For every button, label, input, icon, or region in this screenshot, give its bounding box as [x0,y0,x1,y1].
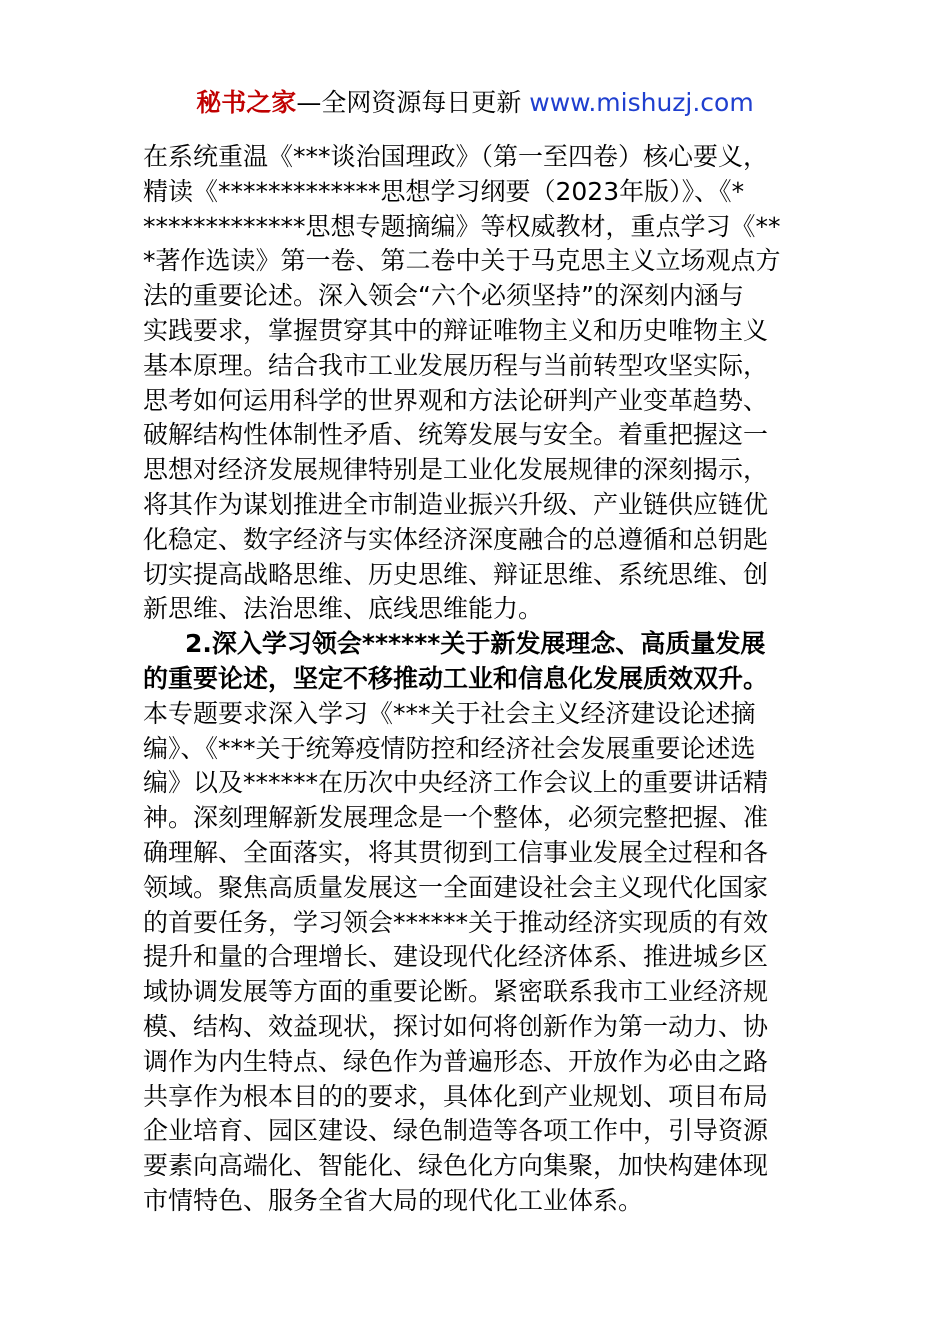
text-line: 实践要求，掌握贯穿其中的辩证唯物主义和历史唯物主义 [143,315,769,345]
text-line: 在系统重温《***谈治国理政》（第一至四卷）核心要义， [143,142,769,171]
text-line: 将其作为谋划推进全市制造业振兴升级、产业链供应链优 [143,489,769,519]
text-line: 域协调发展等方面的重要论断。紧密联系我市工业经济规 [143,977,769,1007]
text-line: 思想对经济发展规律特别是工业化发展规律的深刻揭示， [143,455,769,485]
text-line: 本专题要求深入学习《***关于社会主义经济建设论述摘 [143,698,756,728]
text-line: 企业培育、园区建设、绿色制造等各项工作中，引导资源 [143,1116,769,1146]
text-line: 化稳定、数字经济与实体经济深度融合的总遵循和总钥匙 [143,524,769,554]
section-heading: 的重要论述，坚定不移推动工业和信息化发展质效双升。 [143,663,769,693]
text-line: 确理解、全面落实，将其贯彻到工信事业发展全过程和各 [143,837,769,867]
document-body [143,140,819,1219]
header-dash: — [296,88,322,117]
text-line: 领域。聚焦高质量发展这一全面建设社会主义现代化国家 [143,872,769,902]
text-line: 法的重要论述。深入领会“六个必须坚持”的深刻内涵与 [143,281,744,311]
text-line: 神。深刻理解新发展理念是一个整体，必须完整把握、准 [143,803,769,833]
text-line: 共享作为根本目的的要求，具体化到产业规划、项目布局 [143,1081,769,1111]
text-line: 要素向高端化、智能化、绿色化方向集聚，加快构建体现 [143,1151,769,1181]
brand-name: 秘书之家 [196,88,297,117]
paragraph-1 [143,140,819,627]
text-line: 基本原理。结合我市工业发展历程与当前转型攻坚实际， [143,350,769,380]
text-line: 市情特色、服务全省大局的现代化工业体系。 [143,1185,644,1215]
site-header [0,86,950,120]
text-line: 精读《*************思想学习纲要（2023年版）》、《* [143,176,745,206]
header-tagline: 全网资源每日更新 [321,88,522,117]
text-line: 编》以及******在历次中央经济工作会议上的重要讲话精 [143,768,769,798]
text-line: 提升和量的合理增长、建设现代化经济体系、推进城乡区 [143,942,769,972]
text-line: *************思想专题摘编》等权威教材，重点学习《** [143,211,781,241]
text-line: 调作为内生特点、绿色作为普遍形态、开放作为必由之路 [143,1046,769,1076]
text-line: 的首要任务，学习领会******关于推动经济实现质的有效 [143,907,769,937]
section-heading: 2.深入学习领会******关于新发展理念、高质量发展 [185,629,766,659]
text-line: 编》、《***关于统筹疫情防控和经济社会发展重要论述选 [143,733,756,763]
paragraph-2 [143,627,819,1219]
text-line: 切实提高战略思维、历史思维、辩证思维、系统思维、创 [143,559,769,589]
text-line: *著作选读》第一卷、第二卷中关于马克思主义立场观点方 [143,246,781,276]
text-line: 模、结构、效益现状，探讨如何将创新作为第一动力、协 [143,1011,769,1041]
text-line: 思考如何运用科学的世界观和方法论研判产业变革趋势、 [143,385,769,415]
text-line: 新思维、法治思维、底线思维能力。 [143,594,544,624]
text-line: 破解结构性体制性矛盾、统筹发展与安全。着重把握这一 [143,420,769,450]
site-url-link[interactable]: www.mishuzj.com [529,88,754,117]
